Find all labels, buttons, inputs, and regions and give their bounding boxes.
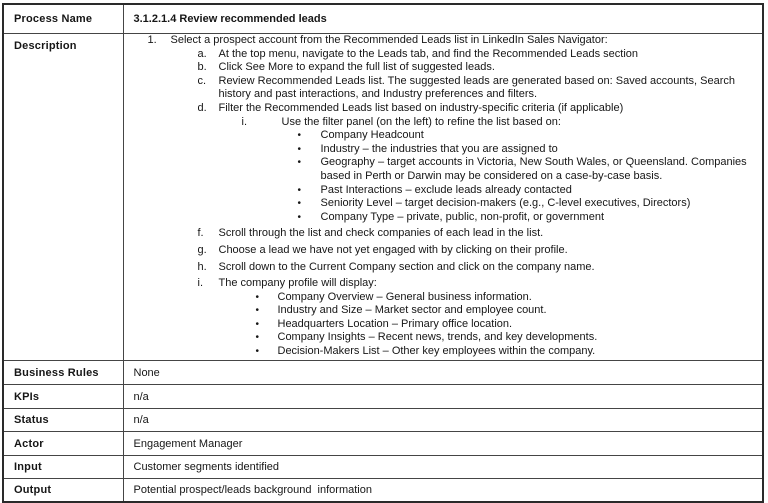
bullet-icon: • bbox=[297, 143, 302, 155]
description-line bbox=[134, 331, 753, 345]
description-value bbox=[123, 34, 763, 361]
description-line bbox=[134, 61, 753, 75]
description-line bbox=[134, 129, 753, 143]
description-line bbox=[134, 261, 753, 275]
list-text: Geography – target accounts in Victoria, New South Wales, or Queensland. Companies bbox=[320, 156, 747, 169]
business-rules-label: Business Rules bbox=[3, 361, 123, 385]
description-label: Description bbox=[3, 34, 123, 361]
row-input bbox=[3, 456, 763, 479]
bullet-icon: • bbox=[297, 130, 302, 142]
output-label: Output bbox=[3, 479, 123, 503]
document-page bbox=[2, 3, 766, 503]
list-text: Decision-Makers List – Other key employees within the company. bbox=[277, 345, 596, 358]
row-process-name bbox=[3, 4, 763, 34]
list-marker: g. bbox=[197, 243, 207, 256]
actor-label: Actor bbox=[3, 432, 123, 456]
bullet-icon: • bbox=[255, 318, 260, 330]
list-marker bbox=[298, 170, 321, 184]
status-label: Status bbox=[3, 409, 123, 432]
description-line bbox=[134, 48, 753, 62]
description-line bbox=[134, 184, 753, 198]
description-line bbox=[134, 211, 753, 225]
list-marker: d. bbox=[197, 101, 207, 114]
list-marker: c. bbox=[197, 74, 207, 87]
description-line bbox=[134, 291, 753, 305]
bullet-icon: • bbox=[297, 198, 302, 210]
list-text: Scroll down to the Current Company section and click on the company name. bbox=[218, 260, 595, 273]
list-text: Company Overview – General business information. bbox=[277, 290, 532, 303]
row-business-rules bbox=[3, 361, 763, 385]
description-line bbox=[134, 102, 753, 116]
bullet-icon: • bbox=[255, 332, 260, 344]
list-marker: i. bbox=[197, 277, 203, 290]
actor-value: Engagement Manager bbox=[123, 432, 763, 456]
bullet-icon: • bbox=[297, 211, 302, 223]
description-line bbox=[134, 156, 753, 170]
list-marker: f. bbox=[197, 227, 204, 240]
bullet-icon: • bbox=[297, 184, 302, 196]
description-line bbox=[134, 75, 753, 89]
list-text: Past Interactions – exclude leads already contacted bbox=[320, 183, 572, 196]
output-value: Potential prospect/leads background information bbox=[123, 479, 763, 503]
list-text: Review Recommended Leads list. The suggested leads are generated based on: Saved accounts, Search bbox=[218, 74, 736, 87]
list-text: The company profile will display: bbox=[218, 277, 377, 290]
row-status bbox=[3, 409, 763, 432]
list-marker: i. bbox=[241, 115, 247, 128]
list-text: Click See More to expand the full list of suggested leads. bbox=[218, 61, 495, 74]
list-text: Choose a lead we have not yet engaged with by clicking on their profile. bbox=[218, 243, 568, 256]
description-line bbox=[134, 244, 753, 258]
list-text: history and past interactions, and Industry preferences and filters. bbox=[218, 88, 538, 101]
description-line bbox=[134, 34, 753, 48]
description-line bbox=[134, 143, 753, 157]
description-line bbox=[134, 197, 753, 211]
bullet-icon: • bbox=[255, 291, 260, 303]
bullet-icon: • bbox=[255, 305, 260, 317]
list-text: Industry and Size – Market sector and employee count. bbox=[277, 304, 547, 317]
description-line bbox=[134, 345, 753, 359]
list-text: Company Headcount bbox=[320, 129, 424, 142]
row-actor bbox=[3, 432, 763, 456]
description-line bbox=[134, 170, 753, 184]
process-name-value: 3.1.2.1.4 Review recommended leads bbox=[123, 4, 763, 34]
description-line bbox=[134, 277, 753, 291]
description-line bbox=[134, 88, 753, 102]
input-label: Input bbox=[3, 456, 123, 479]
list-text: Scroll through the list and check companies of each lead in the list. bbox=[218, 227, 544, 240]
description-line bbox=[134, 304, 753, 318]
row-output bbox=[3, 479, 763, 503]
description-line bbox=[134, 116, 753, 130]
description-line bbox=[134, 227, 753, 241]
list-text: Use the filter panel (on the left) to refine the list based on: bbox=[281, 115, 561, 128]
kpis-value: n/a bbox=[123, 385, 763, 409]
list-text: Company Type – private, public, non-profit, or government bbox=[320, 210, 605, 223]
description-line bbox=[134, 318, 753, 332]
list-text: Headquarters Location – Primary office location. bbox=[277, 317, 513, 330]
row-description bbox=[3, 34, 763, 361]
list-marker: h. bbox=[197, 260, 207, 273]
input-value: Customer segments identified bbox=[123, 456, 763, 479]
list-text: Seniority Level – target decision-makers (e.g., C-level executives, Directors) bbox=[320, 197, 691, 210]
list-text: Select a prospect account from the Recommended Leads list in LinkedIn Sales Navigator: bbox=[170, 34, 608, 46]
list-text: Company Insights – Recent news, trends, and key developments. bbox=[277, 331, 598, 344]
list-text: Filter the Recommended Leads list based on industry-specific criteria (if applicable) bbox=[218, 101, 624, 114]
business-rules-value: None bbox=[123, 361, 763, 385]
list-marker: 1. bbox=[147, 34, 157, 46]
list-marker: b. bbox=[197, 61, 207, 74]
process-name-label: Process Name bbox=[3, 4, 123, 34]
list-text: At the top menu, navigate to the Leads tab, and find the Recommended Leads section bbox=[218, 47, 639, 60]
status-value: n/a bbox=[123, 409, 763, 432]
list-marker bbox=[198, 88, 219, 102]
row-kpis bbox=[3, 385, 763, 409]
bullet-icon: • bbox=[255, 346, 260, 358]
list-text: Industry – the industries that you are assigned to bbox=[320, 142, 558, 155]
bullet-icon: • bbox=[297, 157, 302, 169]
list-text: based in Perth or Darwin may be considered on a case-by-case basis. bbox=[320, 169, 663, 182]
list-marker: a. bbox=[197, 47, 207, 60]
kpis-label: KPIs bbox=[3, 385, 123, 409]
process-definition-table bbox=[2, 3, 764, 503]
